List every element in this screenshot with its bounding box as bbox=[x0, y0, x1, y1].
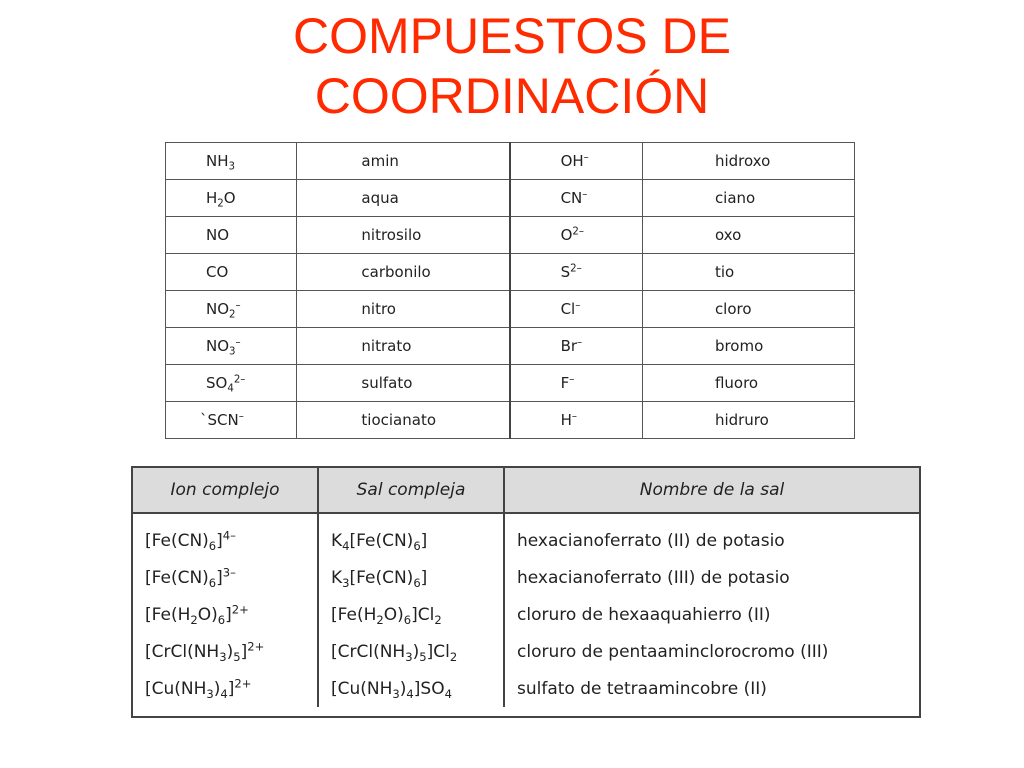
table-row bbox=[133, 513, 919, 559]
complex-salt: $[Fe(H_2O)_6]Cl_2$ bbox=[318, 596, 504, 633]
complex-ion: $[CrCl(NH_3)_5]^{2+}$ bbox=[145, 639, 265, 664]
complex-ion: $[Cu(NH_3)_4]^{2+}$ bbox=[145, 676, 252, 701]
ligand-formula: $NO_2^-$ bbox=[166, 291, 297, 328]
ligand-name: fluoro bbox=[642, 365, 854, 402]
ligand-formula: NO bbox=[166, 217, 297, 254]
table-header-row bbox=[133, 468, 919, 513]
ligand-name: tio bbox=[642, 254, 854, 291]
ligand-name: ciano bbox=[642, 180, 854, 217]
ligand-formula: $S^{2-}$ bbox=[510, 254, 643, 291]
ligand-formula: Cl– bbox=[510, 291, 643, 328]
complexes-table-frame bbox=[131, 466, 921, 718]
table-row bbox=[166, 143, 855, 180]
header-ion-complejo: Ion complejo bbox=[133, 468, 318, 513]
salt-name: hexacianoferrato (III) de potasio bbox=[504, 559, 919, 596]
table-row bbox=[166, 365, 855, 402]
salt-name: sulfato de tetraamincobre (II) bbox=[504, 670, 919, 707]
salt-name: cloruro de pentaaminclorocromo (III) bbox=[504, 633, 919, 670]
complex-salt: $[CrCl(NH_3)_5]Cl_2$ bbox=[318, 633, 504, 670]
ligand-name: sulfato bbox=[297, 365, 510, 402]
ligand-formula: F– bbox=[510, 365, 643, 402]
ligand-name: nitrosilo bbox=[297, 217, 510, 254]
table-row bbox=[166, 328, 855, 365]
complexes-table bbox=[133, 468, 919, 707]
table-row bbox=[133, 559, 919, 596]
ligand-formula: OH– bbox=[510, 143, 643, 180]
ligand-name: oxo bbox=[642, 217, 854, 254]
ligand-name: cloro bbox=[642, 291, 854, 328]
ligand-formula: $NH_3$ bbox=[166, 143, 297, 180]
table-row bbox=[166, 291, 855, 328]
table-row bbox=[133, 596, 919, 633]
complex-ion: $[Fe(CN)_6]^{4-}$ bbox=[145, 528, 236, 553]
ligand-formula: Br– bbox=[510, 328, 643, 365]
ligand-formula: $SO_4^{2-}$ bbox=[166, 365, 297, 402]
table-row bbox=[133, 670, 919, 707]
header-sal-compleja: Sal compleja bbox=[318, 468, 504, 513]
complex-ion: $[Fe(CN)_6]^{3-}$ bbox=[145, 565, 236, 590]
complex-ion: $[Fe(H_2O)_6]^{2+}$ bbox=[145, 602, 249, 627]
ligand-formula: CO bbox=[166, 254, 297, 291]
ligand-formula: $H_2O$ bbox=[166, 180, 297, 217]
ligand-formula: `SCN– bbox=[166, 402, 297, 439]
table-row bbox=[166, 402, 855, 439]
ligand-name: nitro bbox=[297, 291, 510, 328]
ligand-name: aqua bbox=[297, 180, 510, 217]
ligand-formula: CN– bbox=[510, 180, 643, 217]
salt-name: cloruro de hexaaquahierro (II) bbox=[504, 596, 919, 633]
ligand-name: amin bbox=[297, 143, 510, 180]
ligand-name: nitrato bbox=[297, 328, 510, 365]
table-row bbox=[166, 217, 855, 254]
slide-title-line-1: COMPUESTOS DE bbox=[292, 8, 732, 64]
salt-name: hexacianoferrato (II) de potasio bbox=[504, 513, 919, 559]
ligands-table bbox=[165, 142, 855, 439]
table-row bbox=[133, 633, 919, 670]
complex-salt: $K_4[Fe(CN)_6]$ bbox=[318, 513, 504, 559]
ligand-name: bromo bbox=[642, 328, 854, 365]
ligand-name: hidruro bbox=[642, 402, 854, 439]
slide-title-line-2: COORDINACIÓN bbox=[314, 68, 710, 124]
complex-salt: $K_3[Fe(CN)_6]$ bbox=[318, 559, 504, 596]
table-row bbox=[166, 254, 855, 291]
ligand-name: hidroxo bbox=[642, 143, 854, 180]
ligand-name: tiocianato bbox=[297, 402, 510, 439]
ligand-name: carbonilo bbox=[297, 254, 510, 291]
complex-salt: $[Cu(NH_3)_4]SO_4$ bbox=[318, 670, 504, 707]
ligand-formula: H– bbox=[510, 402, 643, 439]
ligand-formula: $NO_3^-$ bbox=[166, 328, 297, 365]
ligand-formula: $O^{2-}$ bbox=[510, 217, 643, 254]
header-nombre-de-la-sal: Nombre de la sal bbox=[504, 468, 919, 513]
table-row bbox=[166, 180, 855, 217]
